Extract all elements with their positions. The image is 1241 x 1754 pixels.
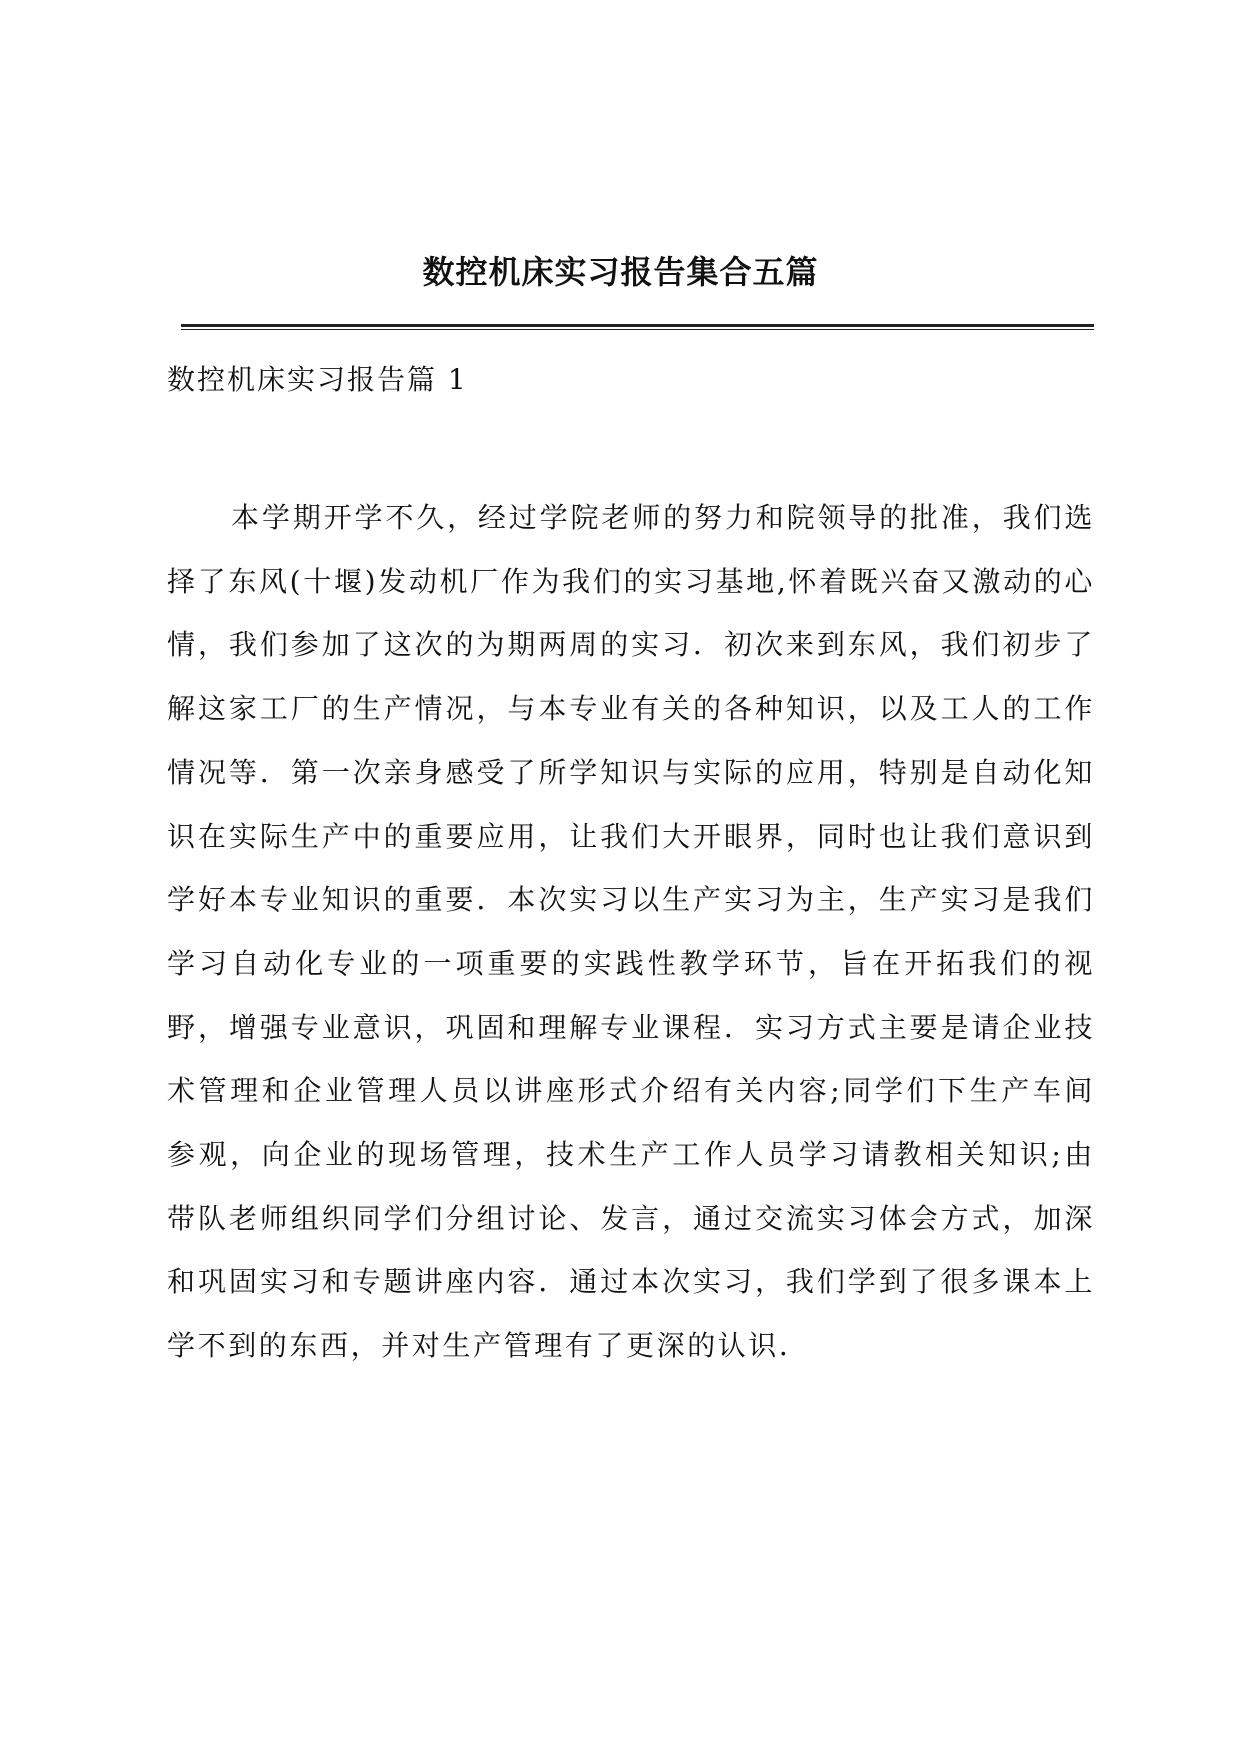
document-title: 数控机床实习报告集合五篇 <box>422 253 819 291</box>
section-heading: 数控机床实习报告篇 1 <box>167 363 468 396</box>
title-divider <box>181 324 1094 330</box>
body-paragraph: 本学期开学不久，经过学院老师的努力和院领导的批准，我们选择了东风(十堰)发动机厂作为我们的实习基地,怀着既兴奋又激动的心情，我们参加了这次的为期两周的实习．初次来到东风，我们初步了解这家工厂的生产情况，与本专业有关的各种知识，以及工人的工作情况等．第一次亲身感受了所学知识与实际的应用，特别是自动化知识在实际生产中的重要应用，让我们大开眼界，同时也让我们意识到学好本专业知识的重要．本次实习以生产实习为主，生产实习是我们学习自动化专业的一项重要的实践性教学环节，旨在开拓我们的视野，增强专业意识，巩固和理解专业课程．实习方式主要是请企业技术管理和企业管理人员以讲座形式介绍有关内容;同学们下生产车间参观，向企业的现场管理，技术生产工作人员学习请教相关知识;由带队老师组织同学们分组讨论、发言，通过交流实习体会方式，加深和巩固实习和专题讲座内容．通过本次实习，我们学到了很多课本上学不到的东西，并对生产管理有了更深的认识． <box>167 501 1095 1363</box>
